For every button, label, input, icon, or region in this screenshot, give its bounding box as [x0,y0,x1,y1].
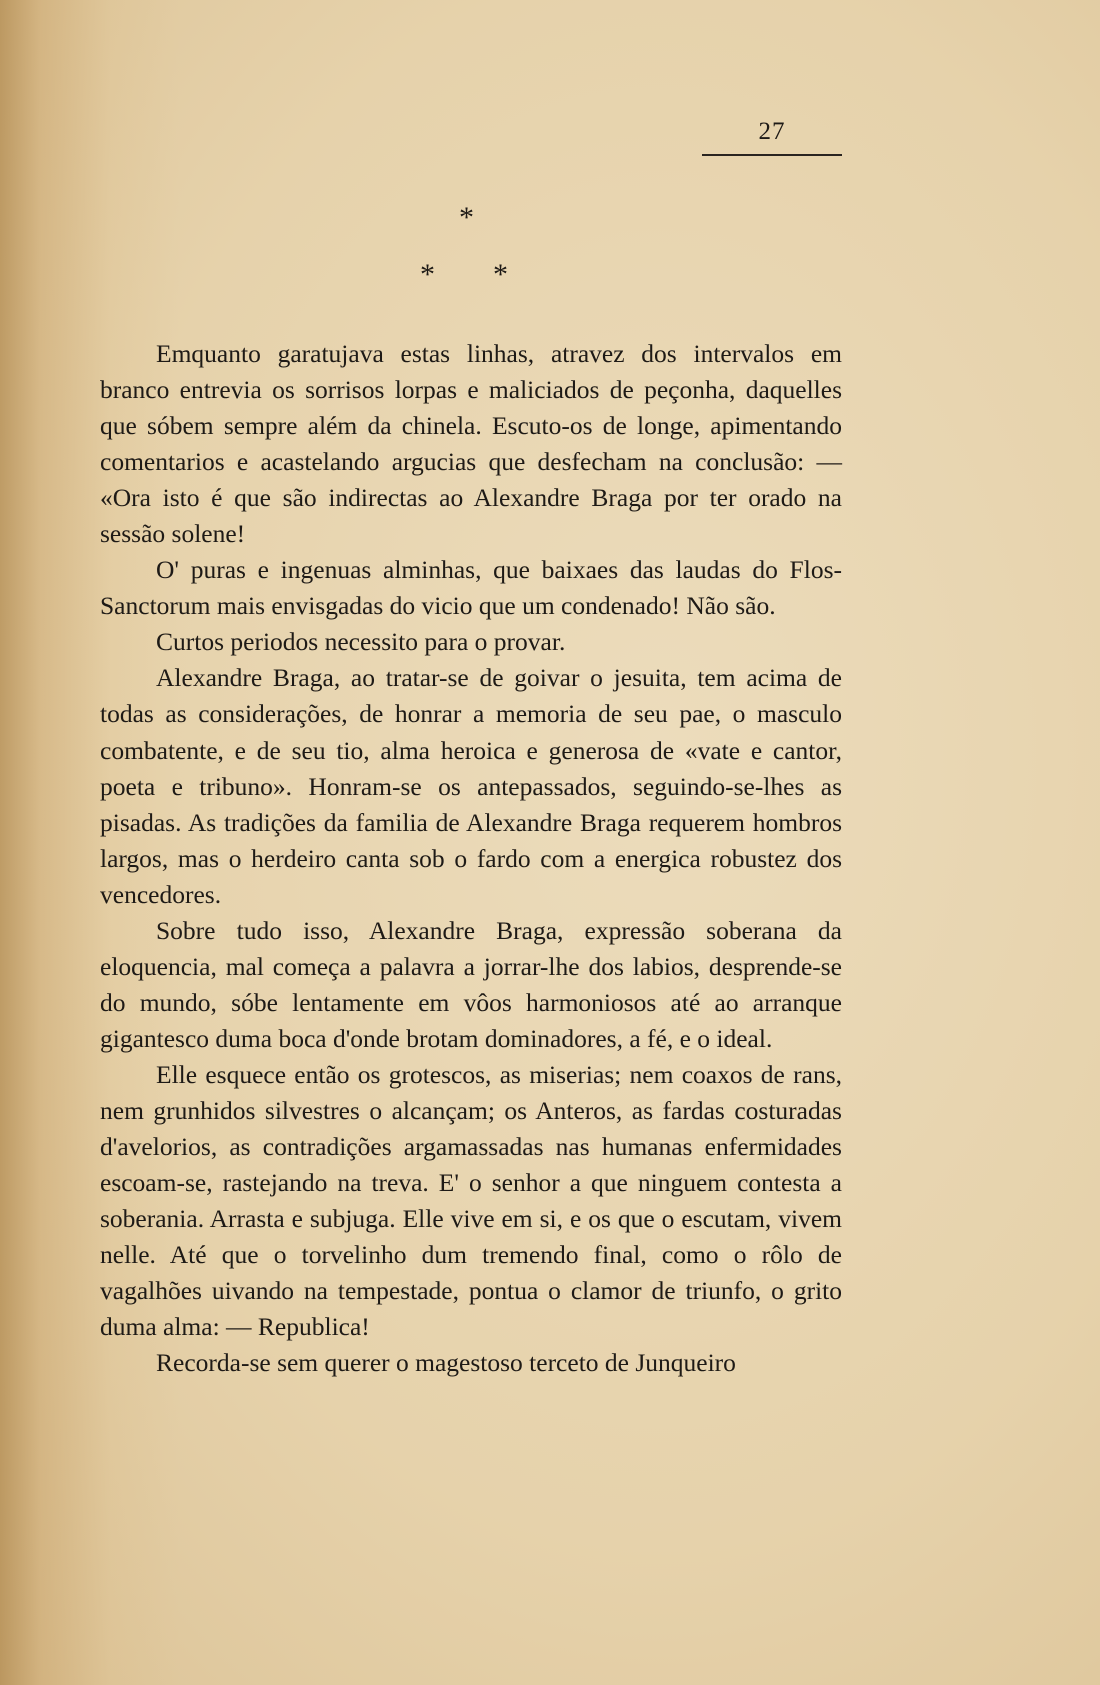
paragraph: Curtos periodos necessito para o provar. [156,627,566,657]
paragraph: Emquanto garatujava estas linhas, atravez dos intervalos em branco entrevia os sorrisos lorpas e maliciados de peçonha, daquelles que sóbem sempre além da chinela. Escuto-os de longe, apimentando comentarios e acastelando argucias que desfecham na conclusão: — «Ora isto é que são indirectas ao Alexandre Braga por ter orado na sessão solene! [100,339,842,549]
paragraph: O' puras e ingenuas alminhas, que baixaes das laudas do Flos-Sanctorum mais envisgadas do vicio que um condenado! Não são. [100,555,842,621]
asterism-star: * [420,258,435,291]
paragraph: Recorda-se sem querer o magestoso terceto de Junqueiro [156,1348,736,1378]
paragraph: Elle esquece então os grotescos, as miserias; nem coaxos de rans, nem grunhidos silvestres o alcançam; os Anteros, as fardas costuradas d'avelorios, as contradições argamassadas nas humanas enfermidades escoam-se, rastejando na treva. E' o senhor a que ninguem contesta a soberania. Arrasta e subjuga. Elle vive em si, e os que o escutam, vivem nelle. Até que o torvelinho dum tremendo final, como o rôlo de vagalhões uivando na tempestade, pontua o clamor de triunfo, o grito duma alma: — Republica! [100,1059,842,1342]
asterism-star: * [493,258,508,291]
paragraph: Alexandre Braga, ao tratar-se de goivar o jesuita, tem acima de todas as considerações, de honrar a memoria de seu pae, o masculo combatente, e de seu tio, alma heroica e generosa de «vate e cantor, poeta e tribuno». Honram-se os antepassados, seguindo-se-lhes as pisadas. As tradições da familia de Alexandre Braga requerem hombros largos, mas o herdeiro canta sob o fardo com a energica robustez dos vencedores. [100,663,842,909]
page-number: 27 [758,118,786,145]
body-text [100,336,842,1381]
asterism-star: * [459,201,474,234]
page-number-rule [702,154,842,156]
paragraph: Sobre tudo isso, Alexandre Braga, expressão soberana da eloquencia, mal começa a palavra a jorrar-lhe dos labios, desprende-se do mundo, sóbe lentamente em vôos harmoniosos até ao arranque gigantesco duma boca d'onde brotam dominadores, a fé, e o ideal. [100,915,842,1053]
